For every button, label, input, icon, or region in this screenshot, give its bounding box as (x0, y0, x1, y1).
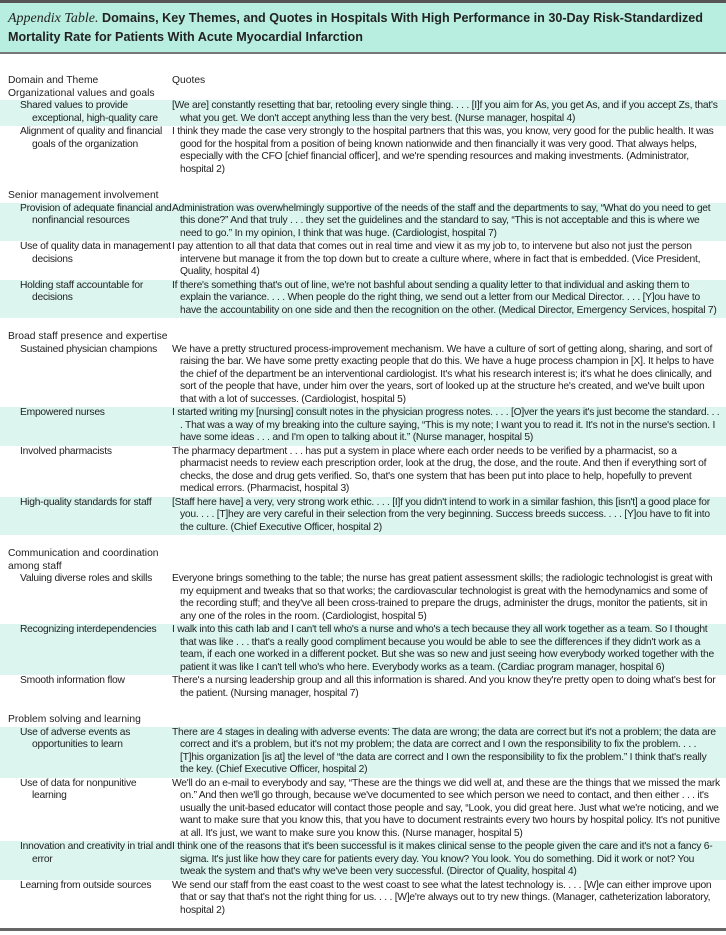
theme-text: Learning from outside sources (20, 879, 152, 891)
quote-text: I think one of the reasons that it's been successful is it makes clinical sense to the people given the care and it's not a fancy 6-sigma. It's just like how they care for patients every day. You know? You look. You do something. Did it work or not? You tweak the system and that's why we've been very successful. (Director of Quality, hospital 4) (172, 841, 713, 877)
quote-cell (172, 624, 726, 674)
quote-cell (172, 100, 726, 125)
theme-cell (0, 727, 172, 777)
quote-text: We'll do an e-mail to everybody and say, “These are the things we did well at, and these are the things that we missed the mark on.” And then we'll go through, because we've documented to see which person we need to contact, and then either . . . it's usually the unit-based educator will contact those people and say, “Look, you did great here. Just what we're noticing, and we want to make sure that you know this, that you have to document restraints every two hours by hospital policy. It's not punitive at all. It's just, we want to make sure you know this. (Nurse manager, hospital 5) (172, 777, 720, 839)
quote-text: The pharmacy department . . . has put a system in place where each order needs to be verified by a pharmacist, so a pharmacist needs to review each prescription order, look at the drug, the dose, and the route. And then if everything sort of checks, the dose and drug gets verified. So, that's one system that has been put into place to help, hopefully to prevent medical errors. (Pharmacist, hospital 3) (172, 445, 707, 494)
bottom-rule (0, 928, 726, 931)
quote-cell (172, 241, 726, 279)
section-gap (0, 177, 726, 190)
theme-text: Use of data for nonpunitive learning (20, 777, 137, 801)
quote-cell (172, 280, 726, 318)
theme-text: Use of adverse events as opportunities to learn (20, 726, 131, 750)
theme-text: High-quality standards for staff (20, 496, 152, 508)
theme-text: Alignment of quality and financial goals of the organization (20, 126, 163, 150)
table-row (0, 778, 726, 842)
theme-cell (0, 675, 172, 700)
quote-text: Administration was overwhelmingly supportive of the needs of the staff and the departments to say, “What do you need to get this done?” And that truly . . . they set the guidelines and the standard to say, “This is not acceptable and this is where we need to go.” In my opinion, I think that was huge. (Cardiologist, hospital 7) (172, 202, 711, 239)
quote-cell (172, 446, 726, 496)
table-row (0, 573, 726, 624)
quote-cell (172, 573, 726, 623)
quote-cell (172, 407, 726, 445)
section-heading: Communication and coordination among staff (8, 548, 159, 572)
table-row (0, 100, 726, 126)
theme-cell (0, 126, 172, 176)
table-title (0, 0, 726, 54)
quote-cell (172, 778, 726, 841)
table-caption: Domains, Key Themes, and Quotes in Hospitals With High Performance in 30-Day Risk-Standardized Mortality Rate for Patients With Acute Myocardial Infarction (8, 11, 704, 44)
section-gap (0, 318, 726, 331)
theme-cell (0, 241, 172, 279)
quote-text: If there's something that's out of line, we're not bashful about sending a quality letter to that individual and asking them to explain the variance. . . . When people do the right thing, we send out a letter from our Medical Director. . . . [Y]ou have to have the accountability on one side and then the recognition on the other. (Medical Director, Emergency Services, hospital 7) (172, 279, 717, 316)
quote-cell (172, 880, 726, 918)
table-row (0, 407, 726, 446)
table-row (0, 727, 726, 778)
theme-cell (0, 100, 172, 125)
section-heading: Broad staff presence and expertise (8, 331, 168, 342)
theme-cell (0, 778, 172, 841)
table-label: Appendix Table. (8, 11, 99, 26)
table-row (0, 126, 726, 177)
theme-text: Recognizing interdependencies (20, 624, 157, 635)
quote-text: I walk into this cath lab and I can't tell who's a nurse and who's a tech because they all work together as a team. So I thought that was like . . . that's a really good compliment because you would be able to see the differences if they didn't work as a team, if each one worked in a different pocket. But she was so new and just seeing how everybody worked together with the patient it was like I can't tell who's who here. Everybody works as a team. (Cardiac program manager, hospital 6) (172, 624, 714, 673)
section-heading: Organizational values and goals (8, 87, 155, 99)
table-row (0, 841, 726, 880)
theme-text: Innovation and creativity in trial and error (20, 841, 172, 865)
section-gap (0, 701, 726, 714)
theme-cell (0, 344, 172, 407)
quote-text: I pay attention to all that data that comes out in real time and view it as my job to, to intervene but also not just the person intervene but manage it from the top down but to create a culture where, where in fact that is embedded. (Vice President, Quality, hospital 4) (172, 241, 701, 277)
theme-cell (0, 280, 172, 318)
table-row (0, 675, 726, 701)
appendix-table (0, 73, 726, 918)
quote-cell (172, 344, 726, 407)
theme-text: Use of quality data in management decisions (20, 241, 171, 265)
section-heading: Problem solving and learning (8, 714, 141, 725)
section-gap (0, 535, 726, 548)
quote-cell (172, 727, 726, 777)
theme-text: Involved pharmacists (20, 445, 112, 457)
quote-text: We send our staff from the east coast to the west coast to see what the latest technology is. . . . [W]e can either improve upon that or say that that's not the right thing for us. . . . [W]e're always out to try new things. (Manager, catheterization laboratory, hospital 2) (172, 879, 712, 916)
quote-cell (172, 497, 726, 535)
quote-text: We have a pretty structured process-improvement mechanism. We have a culture of sort of getting along, sharing, and sort of raising the bar. We have some pretty exacting people that do this. We have a huge process champion in [X]. It helps to have the chief of the department be an interventional cardiologist. It's what his research interest is; it's what he does clinically, and sort of the people that have, under him over the years, sort of looked up at the structure he's created, and we've built upon that with a lot of successes. (Cardiologist, hospital 5) (172, 343, 714, 405)
table-body (0, 88, 726, 919)
theme-text: Holding staff accountable for decisions (20, 279, 144, 303)
quote-text: [We are] constantly resetting that bar, retooling every single thing. . . . [I]f you aim for As, you get As, and if you accept Zs, that's what you get. We don't accept anything less than the very best. (Nurse manager, hospital 4) (172, 100, 718, 124)
table-row (0, 446, 726, 497)
theme-text: Provision of adequate financial and nonfinancial resources (20, 202, 172, 226)
theme-cell (0, 841, 172, 879)
quote-cell (172, 841, 726, 879)
table-row (0, 203, 726, 242)
quote-text: There are 4 stages in dealing with adverse events: The data are wrong; the data are correct but it's not a problem; the data are correct and it's a problem, but it's not my problem; the data are correct and I own the responsibility to fix the problem. . . . [T]his organization [is at] the level of “the data are correct and I own the responsibility to fix the problem.” I think that's really the key. (Chief Executive Officer, hospital 2) (172, 726, 716, 775)
header-domain-theme: Domain and Theme (8, 75, 99, 86)
theme-text: Empowered nurses (20, 407, 105, 418)
theme-cell (0, 203, 172, 241)
table-row (0, 241, 726, 280)
quote-text: I think they made the case very strongly to the hospital partners that this was, you know, very good for the public health. It was good for the hospital from a position of being known nationwide and then financially it was very good. That always helps, especially with the CFO [chief financial officer], and we're spending resources and making investments. (Administrator, hospital 2) (172, 126, 714, 175)
theme-cell (0, 407, 172, 445)
table-row (0, 880, 726, 919)
quote-text: Everyone brings something to the table; the nurse has great patient assessment skills; the radiologic technologist is great with my equipment and tweaks that so that works; the cardiovascular technologist is great with the hemodynamics and some of the recording stuff; and they've all been cross-trained to prepare the drugs, administer the drugs, monitor the patients, sit in any one of the roles in the room. (Cardiologist, hospital 5) (172, 573, 713, 622)
table-row (0, 624, 726, 675)
quote-cell (172, 126, 726, 176)
theme-cell (0, 880, 172, 918)
section-heading: Senior management involvement (8, 190, 159, 201)
quote-cell (172, 675, 726, 700)
theme-cell (0, 573, 172, 623)
theme-text: Valuing diverse roles and skills (20, 573, 153, 584)
quote-text: I started writing my [nursing] consult notes in the physician progress notes. . . . [O]ver the years it's just become the standard. . . . That was a way of my breaking into the culture saying, “This is my note; I want you to read it. It's not in the nurse's section. I have some ideas . . . and I'm open to talking about it.” (Nurse manager, hospital 5) (172, 407, 720, 443)
theme-text: Sustained physician champions (20, 343, 157, 355)
theme-text: Shared values to provide exceptional, high-quality care (20, 100, 158, 124)
theme-text: Smooth information flow (20, 675, 125, 686)
theme-cell (0, 446, 172, 496)
quote-text: [Staff here have] a very, very strong work ethic. . . . [I]f you didn't intend to work in a similar fashion, this [isn't] a good place for you. . . . [T]hey are very careful in their selection from the very beginning. Success breeds success. . . . [Y]ou have to fit into the culture. (Chief Executive Officer, hospital 2) (172, 496, 710, 533)
header-quotes: Quotes (172, 75, 206, 86)
table-header (0, 73, 726, 88)
quote-text: There's a nursing leadership group and all this information is shared. And you know they're pretty open to doing what's best for the patient. (Nursing manager, hospital 7) (172, 675, 716, 699)
table-row (0, 344, 726, 408)
table-row (0, 280, 726, 319)
theme-cell (0, 497, 172, 535)
quote-cell (172, 203, 726, 241)
theme-cell (0, 624, 172, 674)
table-row (0, 497, 726, 536)
